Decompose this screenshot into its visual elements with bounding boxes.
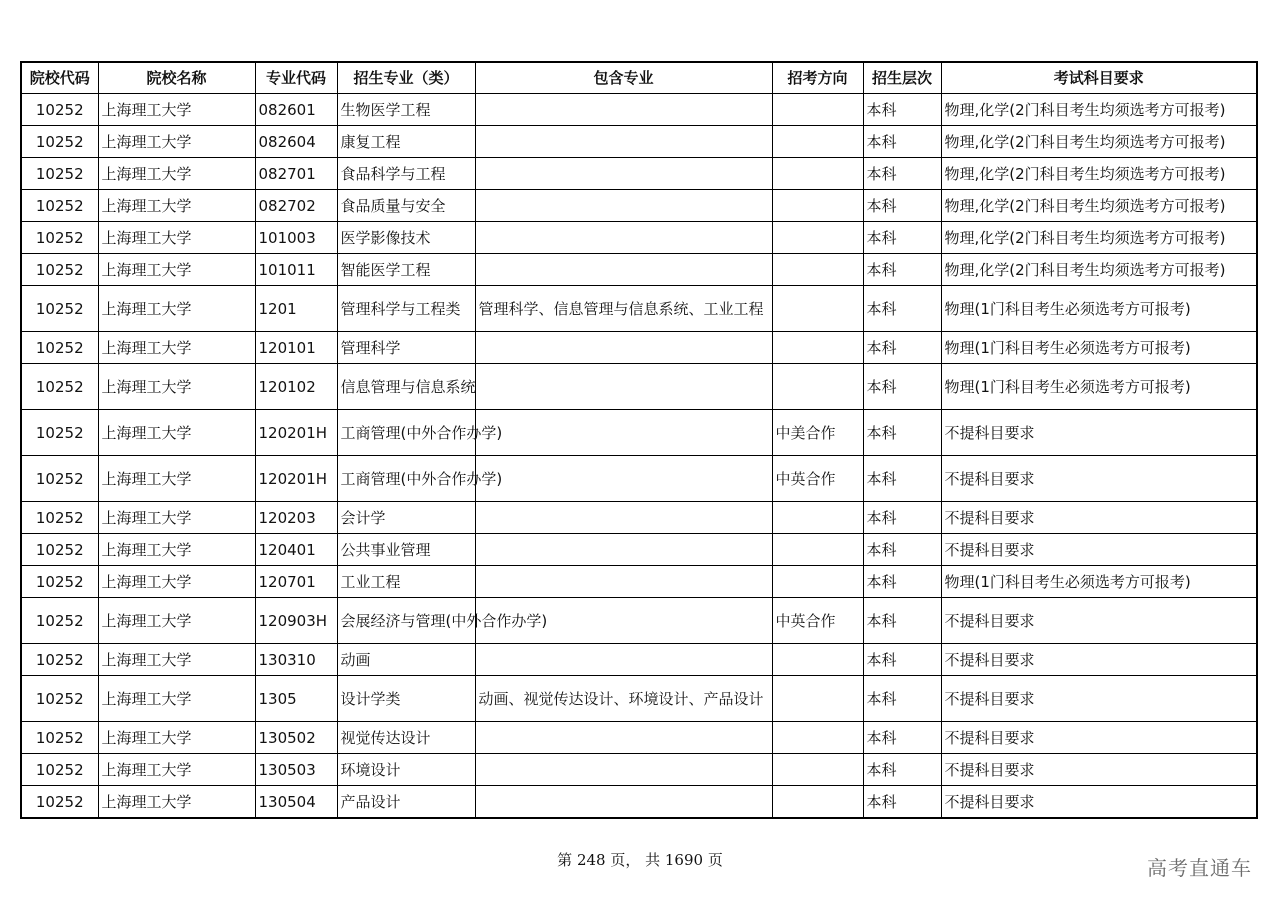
major-code-cell: 130502 bbox=[255, 722, 337, 754]
major-code-cell: 082601 bbox=[255, 94, 337, 126]
school-code-cell: 10252 bbox=[21, 190, 98, 222]
table-row bbox=[21, 190, 1257, 222]
header-level: 招生层次 bbox=[863, 62, 941, 94]
school-name-cell: 上海理工大学 bbox=[98, 502, 255, 534]
major-cell: 视觉传达设计 bbox=[337, 722, 475, 754]
school-code-cell: 10252 bbox=[21, 676, 98, 722]
includes-cell bbox=[475, 190, 772, 222]
major-code-cell: 120201H bbox=[255, 456, 337, 502]
school-name-cell: 上海理工大学 bbox=[98, 534, 255, 566]
major-code-cell: 082702 bbox=[255, 190, 337, 222]
level-cell: 本科 bbox=[863, 254, 941, 286]
major-cell: 会展经济与管理(中外合作办学) bbox=[337, 598, 475, 644]
school-name-cell: 上海理工大学 bbox=[98, 722, 255, 754]
includes-cell bbox=[475, 456, 772, 502]
header-includes: 包含专业 bbox=[475, 62, 772, 94]
school-code-cell: 10252 bbox=[21, 222, 98, 254]
requirement-cell: 不提科目要求 bbox=[941, 410, 1257, 456]
major-cell: 公共事业管理 bbox=[337, 534, 475, 566]
direction-cell bbox=[772, 722, 863, 754]
level-cell: 本科 bbox=[863, 786, 941, 819]
includes-cell: 动画、视觉传达设计、环境设计、产品设计 bbox=[475, 676, 772, 722]
table-row bbox=[21, 456, 1257, 502]
direction-cell bbox=[772, 502, 863, 534]
table-row bbox=[21, 286, 1257, 332]
major-code-cell: 130310 bbox=[255, 644, 337, 676]
header-major-code: 专业代码 bbox=[255, 62, 337, 94]
major-cell: 生物医学工程 bbox=[337, 94, 475, 126]
requirement-cell: 物理,化学(2门科目考生均须选考方可报考) bbox=[941, 126, 1257, 158]
includes-cell bbox=[475, 722, 772, 754]
table-row bbox=[21, 722, 1257, 754]
requirement-cell: 物理,化学(2门科目考生均须选考方可报考) bbox=[941, 158, 1257, 190]
includes-cell bbox=[475, 364, 772, 410]
level-cell: 本科 bbox=[863, 754, 941, 786]
includes-cell bbox=[475, 644, 772, 676]
direction-cell bbox=[772, 222, 863, 254]
direction-cell: 中美合作 bbox=[772, 410, 863, 456]
level-cell: 本科 bbox=[863, 364, 941, 410]
level-cell: 本科 bbox=[863, 502, 941, 534]
major-code-cell: 130503 bbox=[255, 754, 337, 786]
school-name-cell: 上海理工大学 bbox=[98, 456, 255, 502]
level-cell: 本科 bbox=[863, 644, 941, 676]
school-code-cell: 10252 bbox=[21, 94, 98, 126]
major-cell: 智能医学工程 bbox=[337, 254, 475, 286]
requirement-cell: 不提科目要求 bbox=[941, 676, 1257, 722]
school-code-cell: 10252 bbox=[21, 286, 98, 332]
requirement-cell: 不提科目要求 bbox=[941, 534, 1257, 566]
level-cell: 本科 bbox=[863, 222, 941, 254]
school-code-cell: 10252 bbox=[21, 502, 98, 534]
school-code-cell: 10252 bbox=[21, 158, 98, 190]
school-code-cell: 10252 bbox=[21, 598, 98, 644]
level-cell: 本科 bbox=[863, 722, 941, 754]
direction-cell bbox=[772, 566, 863, 598]
includes-cell bbox=[475, 254, 772, 286]
requirement-cell: 物理,化学(2门科目考生均须选考方可报考) bbox=[941, 94, 1257, 126]
school-code-cell: 10252 bbox=[21, 456, 98, 502]
school-code-cell: 10252 bbox=[21, 534, 98, 566]
major-cell: 设计学类 bbox=[337, 676, 475, 722]
includes-cell bbox=[475, 158, 772, 190]
table-row bbox=[21, 598, 1257, 644]
level-cell: 本科 bbox=[863, 190, 941, 222]
major-code-cell: 120903H bbox=[255, 598, 337, 644]
requirement-cell: 物理,化学(2门科目考生均须选考方可报考) bbox=[941, 222, 1257, 254]
major-cell: 管理科学 bbox=[337, 332, 475, 364]
direction-cell bbox=[772, 126, 863, 158]
major-cell: 信息管理与信息系统 bbox=[337, 364, 475, 410]
school-code-cell: 10252 bbox=[21, 786, 98, 819]
includes-cell bbox=[475, 786, 772, 819]
major-cell: 食品质量与安全 bbox=[337, 190, 475, 222]
includes-cell bbox=[475, 534, 772, 566]
direction-cell bbox=[772, 534, 863, 566]
school-name-cell: 上海理工大学 bbox=[98, 254, 255, 286]
school-code-cell: 10252 bbox=[21, 754, 98, 786]
level-cell: 本科 bbox=[863, 158, 941, 190]
school-name-cell: 上海理工大学 bbox=[98, 410, 255, 456]
school-name-cell: 上海理工大学 bbox=[98, 222, 255, 254]
requirement-cell: 物理(1门科目考生必须选考方可报考) bbox=[941, 364, 1257, 410]
table-row bbox=[21, 364, 1257, 410]
includes-cell bbox=[475, 222, 772, 254]
table-row bbox=[21, 754, 1257, 786]
table-row bbox=[21, 676, 1257, 722]
major-cell: 环境设计 bbox=[337, 754, 475, 786]
school-code-cell: 10252 bbox=[21, 410, 98, 456]
level-cell: 本科 bbox=[863, 566, 941, 598]
level-cell: 本科 bbox=[863, 94, 941, 126]
watermark: 高考直通车 bbox=[1147, 856, 1252, 880]
table-row bbox=[21, 502, 1257, 534]
school-name-cell: 上海理工大学 bbox=[98, 190, 255, 222]
major-code-cell: 120101 bbox=[255, 332, 337, 364]
major-cell: 工商管理(中外合作办学) bbox=[337, 456, 475, 502]
direction-cell: 中英合作 bbox=[772, 598, 863, 644]
requirement-cell: 不提科目要求 bbox=[941, 502, 1257, 534]
requirement-cell: 物理,化学(2门科目考生均须选考方可报考) bbox=[941, 190, 1257, 222]
header-row bbox=[21, 62, 1257, 94]
school-code-cell: 10252 bbox=[21, 566, 98, 598]
school-name-cell: 上海理工大学 bbox=[98, 126, 255, 158]
direction-cell bbox=[772, 254, 863, 286]
major-cell: 会计学 bbox=[337, 502, 475, 534]
major-cell: 工商管理(中外合作办学) bbox=[337, 410, 475, 456]
school-name-cell: 上海理工大学 bbox=[98, 364, 255, 410]
major-code-cell: 101003 bbox=[255, 222, 337, 254]
direction-cell bbox=[772, 754, 863, 786]
level-cell: 本科 bbox=[863, 126, 941, 158]
level-cell: 本科 bbox=[863, 410, 941, 456]
major-cell: 动画 bbox=[337, 644, 475, 676]
direction-cell bbox=[772, 190, 863, 222]
admissions-table bbox=[20, 61, 1258, 819]
direction-cell bbox=[772, 94, 863, 126]
table-row bbox=[21, 410, 1257, 456]
major-cell: 康复工程 bbox=[337, 126, 475, 158]
school-name-cell: 上海理工大学 bbox=[98, 786, 255, 819]
requirement-cell: 不提科目要求 bbox=[941, 722, 1257, 754]
table-row bbox=[21, 534, 1257, 566]
school-code-cell: 10252 bbox=[21, 332, 98, 364]
major-cell: 食品科学与工程 bbox=[337, 158, 475, 190]
major-code-cell: 120201H bbox=[255, 410, 337, 456]
table-row bbox=[21, 644, 1257, 676]
major-cell: 管理科学与工程类 bbox=[337, 286, 475, 332]
header-direction: 招考方向 bbox=[772, 62, 863, 94]
major-cell: 产品设计 bbox=[337, 786, 475, 819]
level-cell: 本科 bbox=[863, 534, 941, 566]
includes-cell: 管理科学、信息管理与信息系统、工业工程 bbox=[475, 286, 772, 332]
school-code-cell: 10252 bbox=[21, 364, 98, 410]
school-name-cell: 上海理工大学 bbox=[98, 754, 255, 786]
table-row bbox=[21, 332, 1257, 364]
level-cell: 本科 bbox=[863, 676, 941, 722]
includes-cell bbox=[475, 94, 772, 126]
includes-cell bbox=[475, 566, 772, 598]
includes-cell bbox=[475, 502, 772, 534]
school-name-cell: 上海理工大学 bbox=[98, 94, 255, 126]
header-major: 招生专业（类） bbox=[337, 62, 475, 94]
table-row bbox=[21, 94, 1257, 126]
direction-cell bbox=[772, 286, 863, 332]
header-requirement: 考试科目要求 bbox=[941, 62, 1257, 94]
direction-cell bbox=[772, 786, 863, 819]
school-name-cell: 上海理工大学 bbox=[98, 286, 255, 332]
includes-cell bbox=[475, 126, 772, 158]
school-name-cell: 上海理工大学 bbox=[98, 598, 255, 644]
school-code-cell: 10252 bbox=[21, 644, 98, 676]
requirement-cell: 物理(1门科目考生必须选考方可报考) bbox=[941, 566, 1257, 598]
requirement-cell: 物理(1门科目考生必须选考方可报考) bbox=[941, 286, 1257, 332]
major-code-cell: 130504 bbox=[255, 786, 337, 819]
includes-cell bbox=[475, 410, 772, 456]
requirement-cell: 不提科目要求 bbox=[941, 786, 1257, 819]
school-name-cell: 上海理工大学 bbox=[98, 644, 255, 676]
school-name-cell: 上海理工大学 bbox=[98, 332, 255, 364]
school-name-cell: 上海理工大学 bbox=[98, 158, 255, 190]
requirement-cell: 物理,化学(2门科目考生均须选考方可报考) bbox=[941, 254, 1257, 286]
school-code-cell: 10252 bbox=[21, 254, 98, 286]
major-code-cell: 101011 bbox=[255, 254, 337, 286]
major-code-cell: 082701 bbox=[255, 158, 337, 190]
header-school-code: 院校代码 bbox=[21, 62, 98, 94]
requirement-cell: 不提科目要求 bbox=[941, 598, 1257, 644]
major-code-cell: 082604 bbox=[255, 126, 337, 158]
major-code-cell: 1305 bbox=[255, 676, 337, 722]
level-cell: 本科 bbox=[863, 598, 941, 644]
header-school-name: 院校名称 bbox=[98, 62, 255, 94]
major-code-cell: 1201 bbox=[255, 286, 337, 332]
table-body bbox=[21, 94, 1257, 819]
direction-cell bbox=[772, 644, 863, 676]
school-name-cell: 上海理工大学 bbox=[98, 676, 255, 722]
table-row bbox=[21, 786, 1257, 819]
table-row bbox=[21, 222, 1257, 254]
includes-cell bbox=[475, 332, 772, 364]
major-code-cell: 120701 bbox=[255, 566, 337, 598]
requirement-cell: 不提科目要求 bbox=[941, 456, 1257, 502]
school-code-cell: 10252 bbox=[21, 126, 98, 158]
page-number: 第 248 页， 共 1690 页 bbox=[557, 851, 723, 869]
school-code-cell: 10252 bbox=[21, 722, 98, 754]
direction-cell bbox=[772, 332, 863, 364]
requirement-cell: 物理(1门科目考生必须选考方可报考) bbox=[941, 332, 1257, 364]
requirement-cell: 不提科目要求 bbox=[941, 754, 1257, 786]
major-cell: 工业工程 bbox=[337, 566, 475, 598]
direction-cell bbox=[772, 676, 863, 722]
table-row bbox=[21, 158, 1257, 190]
direction-cell: 中英合作 bbox=[772, 456, 863, 502]
table-row bbox=[21, 566, 1257, 598]
includes-cell bbox=[475, 754, 772, 786]
direction-cell bbox=[772, 158, 863, 190]
direction-cell bbox=[772, 364, 863, 410]
major-cell: 医学影像技术 bbox=[337, 222, 475, 254]
major-code-cell: 120203 bbox=[255, 502, 337, 534]
level-cell: 本科 bbox=[863, 332, 941, 364]
requirement-cell: 不提科目要求 bbox=[941, 644, 1257, 676]
major-code-cell: 120401 bbox=[255, 534, 337, 566]
major-code-cell: 120102 bbox=[255, 364, 337, 410]
level-cell: 本科 bbox=[863, 286, 941, 332]
table-row bbox=[21, 254, 1257, 286]
table-row bbox=[21, 126, 1257, 158]
school-name-cell: 上海理工大学 bbox=[98, 566, 255, 598]
level-cell: 本科 bbox=[863, 456, 941, 502]
